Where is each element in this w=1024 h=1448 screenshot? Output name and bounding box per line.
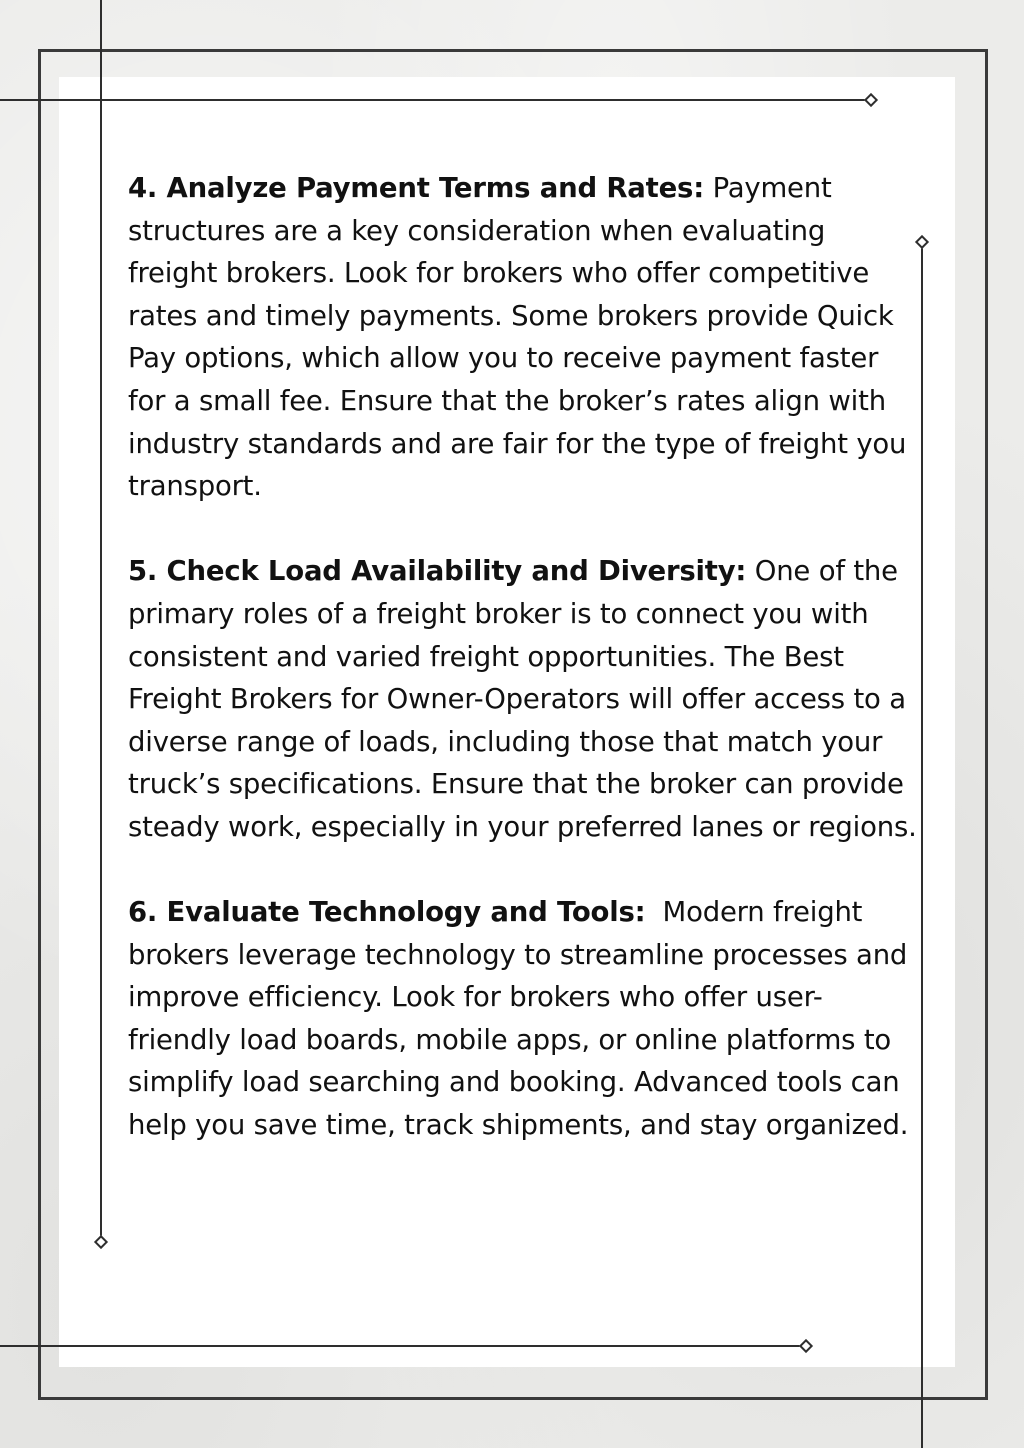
section-load-availability	[128, 550, 918, 848]
section-payment-terms	[128, 167, 918, 508]
section-heading: 6. Evaluate Technology and Tools:	[128, 896, 646, 929]
left-vertical-line	[100, 0, 102, 1240]
right-vertical-line	[921, 242, 923, 1448]
section-heading: 5. Check Load Availability and Diversity:	[128, 555, 747, 588]
section-body: Modern freight brokers leverage technology to streamline processes and improve efficiency. Look for brokers who offer user-friendly load boards, mobile apps, or online platforms to simplify load searching and booking. Advanced tools can help you save time, track shipments, and stay organized.	[128, 896, 916, 1142]
section-heading: 4. Analyze Payment Terms and Rates:	[128, 172, 705, 204]
bottom-horizontal-line	[0, 1345, 804, 1347]
section-body: Payment structures are a key consideration when evaluating freight brokers. Look for brokers who offer competitive rates and timely payments. Some brokers provide Quick Pay options, which allow you to receive payment faster for a small fee. Ensure that the broker’s rates align with industry standards and are fair for the type of freight you transport.	[128, 172, 907, 503]
section-technology-tools	[128, 891, 918, 1147]
section-body: One of the primary roles of a freight broker is to connect you with consistent and varied freight opportunities. The Best Freight Brokers for Owner-Operators will offer access to a diverse range of loads, including those that match your truck’s specifications. Ensure that the broker can provide steady work, especially in your preferred lanes or regions.	[128, 555, 917, 843]
article-content	[128, 167, 918, 1189]
top-horizontal-line	[0, 99, 870, 101]
